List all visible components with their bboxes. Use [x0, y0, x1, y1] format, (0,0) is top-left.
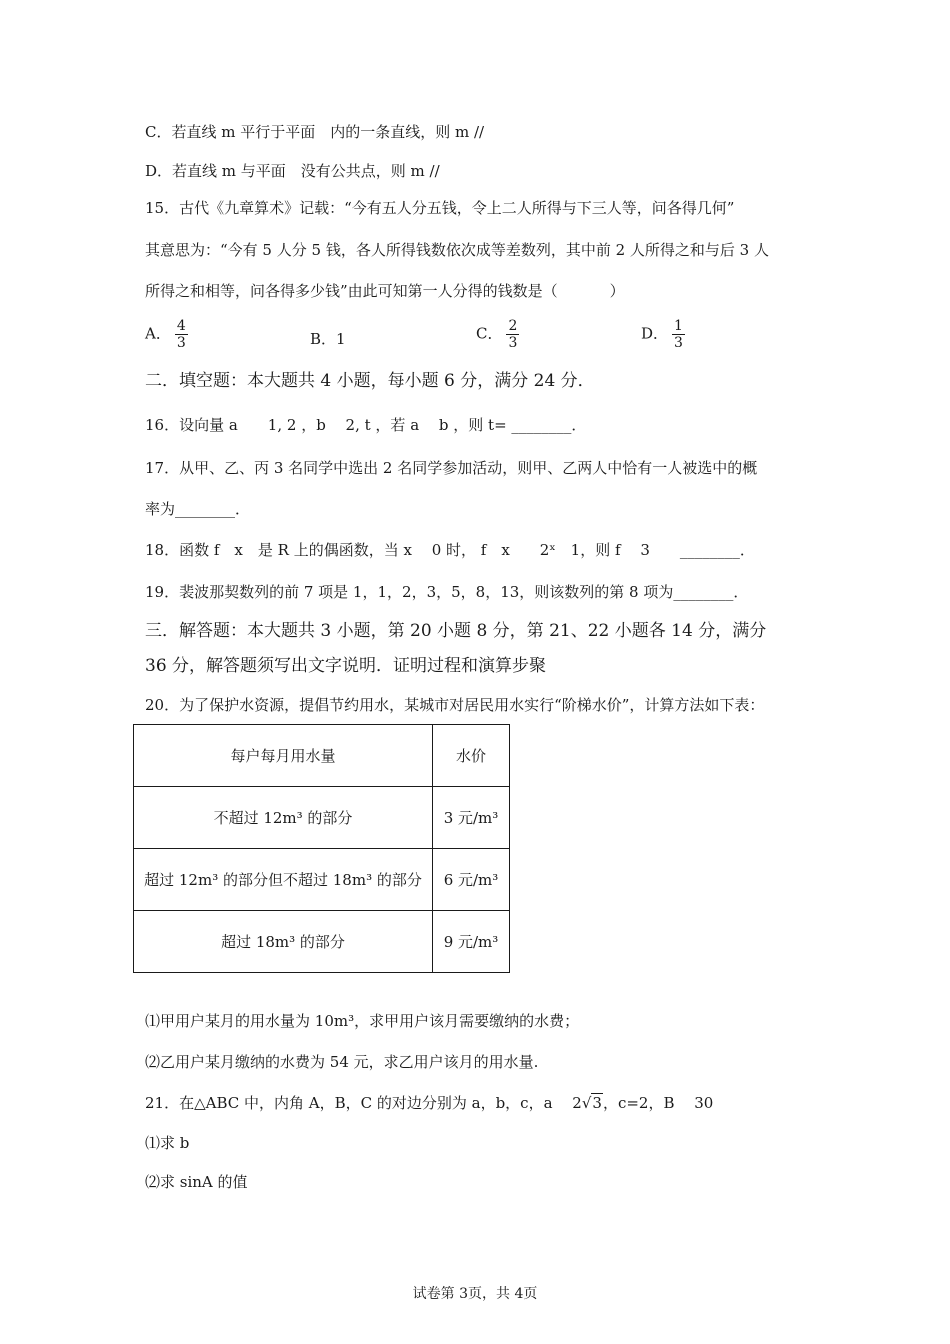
option-d-fraction: $\frac{1}{3}$: [674, 318, 683, 351]
q19: 19．裴波那契数列的前 7 项是 1，1，2，3，5，8，13，则该数列的第 8 项为________．: [145, 583, 749, 601]
section-2-heading: 二．填空题：本大题共 4 小题，每小题 6 分，满分 24 分．: [145, 371, 595, 391]
section-3-heading-line-1: 三．解答题：本大题共 3 小题，第 20 小题 8 分，第 21、22 小题各 14 分，满分: [145, 621, 767, 641]
water-price-table: [133, 724, 510, 973]
table-header: 每户每月用水量: [134, 725, 433, 787]
table-row: [134, 849, 510, 911]
q16: 16．设向量 a 1, 2 ，b 2, t ，若 a b ，则 t= ________．: [145, 416, 587, 434]
option-c-fraction: $\frac{2}{3}$: [508, 318, 518, 351]
table-cell: 超过 12m³ 的部分但不超过 18m³ 的部分: [134, 849, 433, 911]
q15-line-3: [145, 281, 625, 301]
option-c-label: C．: [476, 324, 503, 343]
q17-line-2: 率为________．: [145, 500, 251, 518]
page-footer: 试卷第 3页，共 4页: [412, 1286, 538, 1302]
q21-intro-text-end: ，c=2，B 30: [602, 1094, 714, 1112]
sqrt-radicand: 3: [592, 1094, 602, 1112]
table-cell: 不超过 12m³ 的部分: [134, 787, 433, 849]
q18: 18．函数 f x 是 R 上的偶函数，当 x 0 时， f x 2ˣ 1，则 f 3 ________．: [145, 541, 755, 559]
q17-line-1: 17．从甲、乙、丙 3 名同学中选出 2 名同学参加活动，则甲、乙两人中恰有一人被选中的概: [145, 459, 758, 477]
option-a-fraction: $\frac{4}{3}$: [176, 318, 186, 351]
q14-option-d: D．若直线 m 与平面 没有公共点，则 m //: [145, 162, 440, 180]
table-cell: 3 元/m³: [433, 787, 510, 849]
q21-intro: [145, 1093, 713, 1113]
table-cell: 超过 18m³ 的部分: [134, 911, 433, 973]
sqrt-symbol: √: [581, 1094, 592, 1112]
q21-intro-text: 21．在△ABC 中，内角 A，B，C 的对边分别为 a，b，c，a 2: [145, 1094, 582, 1112]
q15-line-3-text: 所得之和相等，问各得多少钱”由此可知第一人分得的钱数是（: [145, 282, 558, 300]
table-cell: 6 元/m³: [433, 849, 510, 911]
q14-option-c: C．若直线 m 平行于平面 内的一条直线，则 m //: [145, 123, 485, 141]
option-d-label: D．: [641, 324, 669, 343]
q20-sub-2: ⑵乙用户某月缴纳的水费为 54 元，求乙用户该月的用水量.: [145, 1053, 539, 1071]
table-row: [134, 787, 510, 849]
q15-option-c: [476, 318, 519, 351]
q15-option-d: [641, 318, 685, 351]
q20-sub-1: ⑴甲用户某月的用水量为 10m³，求甲用户该月需要缴纳的水费；: [145, 1012, 580, 1030]
table-row: [134, 911, 510, 973]
section-3-heading-line-2: 36 分，解答题须写出文字说明．证明过程和演算步聚: [145, 656, 547, 676]
table-cell: 9 元/m³: [433, 911, 510, 973]
q15-option-b: B．1: [310, 330, 346, 348]
q21-sub-1: ⑴求 b: [145, 1134, 190, 1152]
option-a-label: A．: [145, 324, 171, 343]
q15-option-a: [145, 318, 188, 351]
q15-line-3-close: ）: [609, 282, 625, 300]
q20-intro: 20．为了保护水资源，提倡节约用水，某城市对居民用水实行“阶梯水价”，计算方法如下表：: [145, 696, 765, 714]
table-header-row: [134, 725, 510, 787]
q15-line-1: 15．古代《九章算术》记载：“今有五人分五钱，令上二人所得与下三人等，问各得几何”: [145, 199, 735, 217]
q21-sub-2: ⑵求 sinA 的值: [145, 1173, 248, 1191]
q15-line-2: 其意思为：“今有 5 人分 5 钱，各人所得钱数依次成等差数列，其中前 2 人所得之和与后 3 人: [145, 241, 769, 259]
table-header: 水价: [433, 725, 510, 787]
